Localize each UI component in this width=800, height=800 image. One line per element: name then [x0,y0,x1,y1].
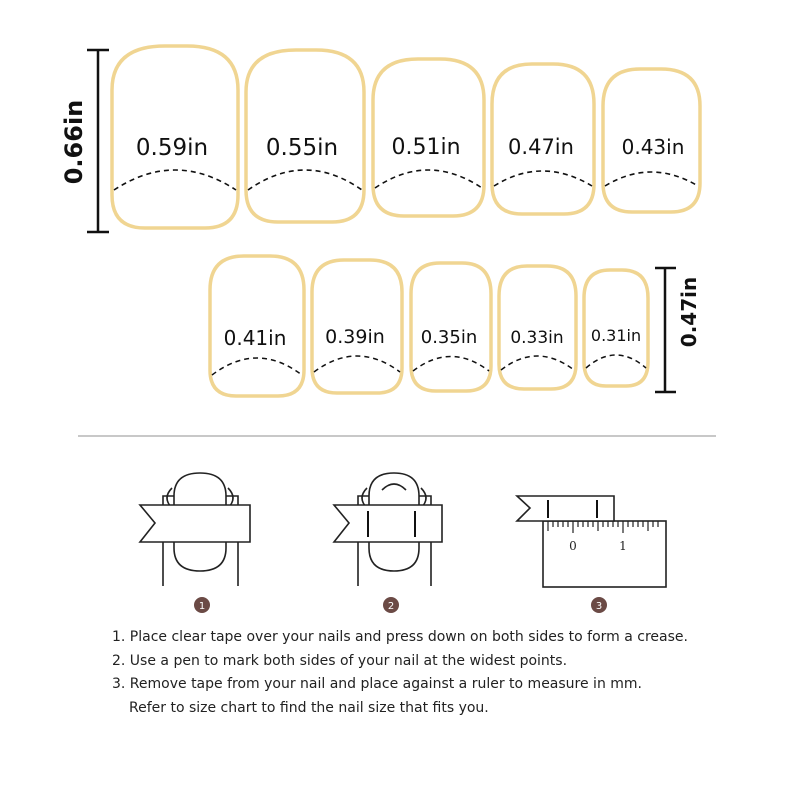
step-number: 2 [387,601,395,612]
step-3-illustration [517,496,666,587]
nail-size-label: 0.55in [265,135,339,161]
height-label-large: 0.66in [60,99,88,185]
nail-size-label: 0.59in [135,135,209,161]
step-1-illustration [140,473,250,586]
step-2-illustration [334,473,442,586]
height-marker-small [655,268,701,392]
nail-size-label: 0.35in [420,327,478,348]
height-marker-large [60,50,109,232]
step-number: 1 [198,601,206,612]
instruction-line: 1. Place clear tape over your nails and press down on both sides to form a crease. [112,629,688,645]
height-label-small: 0.47in [677,276,701,348]
step-badge-1 [194,597,210,613]
nail-size-label: 0.51in [391,135,461,160]
step-badge-3 [591,597,607,613]
nail-size-label: 0.43in [621,135,685,159]
step-number: 3 [595,601,603,612]
instruction-line: 3. Remove tape from your nail and place against a ruler to measure in mm. [112,676,642,692]
nail-size-label: 0.47in [508,135,574,159]
nail-row-2-labels [224,326,641,350]
nail-size-label: 0.41in [223,326,287,350]
nail-size-label: 0.39in [325,326,385,348]
nail-size-label: 0.33in [510,328,564,348]
step-badge-2 [383,597,399,613]
instruction-line: 2. Use a pen to mark both sides of your nail at the widest points. [112,652,568,669]
nail-size-label: 0.31in [590,326,642,345]
ruler-label-one: 1 [619,539,627,553]
measurement-instructions [112,626,772,720]
instruction-line: Refer to size chart to find the nail size that fits you. [129,699,489,716]
ruler-label-zero: 0 [569,539,577,553]
